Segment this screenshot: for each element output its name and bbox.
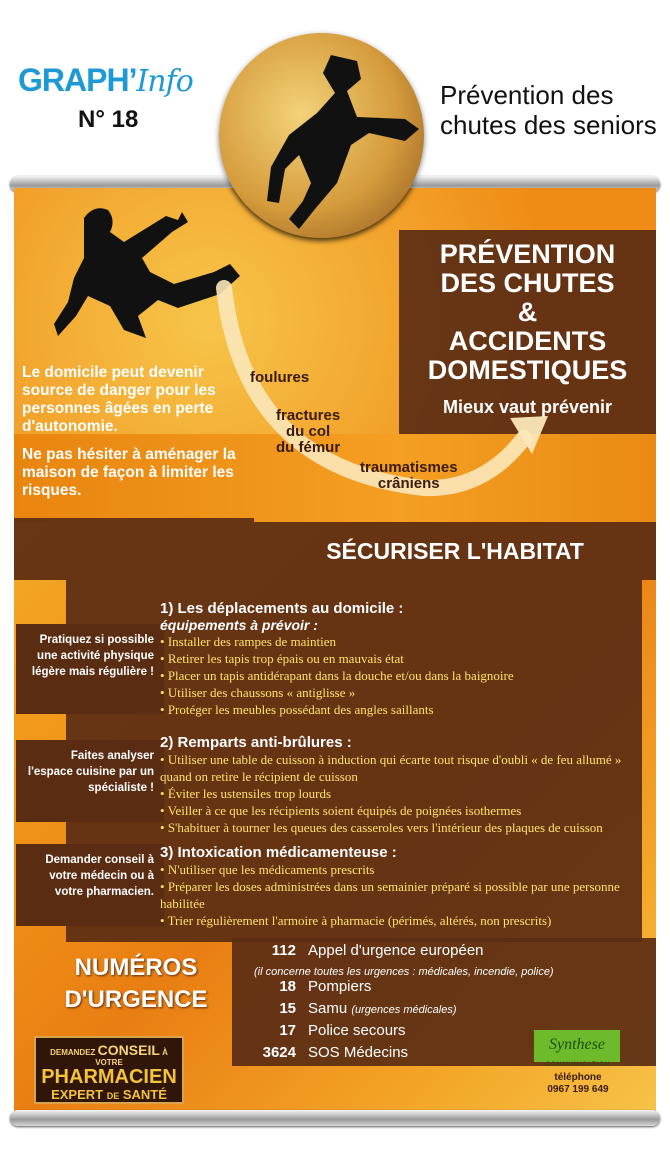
pharma-de: DE: [106, 1091, 120, 1101]
list-item: • Placer un tapis antidérapant dans la douche et/ou dans la baignoire: [160, 667, 650, 684]
intro-paragraph-2: Ne pas hésiter à aménager la maison de façon à limiter les risques.: [22, 446, 236, 499]
issue-number: N° 18: [78, 106, 139, 133]
synthese-logo: [534, 1030, 620, 1062]
section-1-title: 1) Les déplacements au domicile :: [160, 600, 404, 617]
emergency-row-15: [242, 1000, 457, 1017]
emergency-row-18: [242, 978, 371, 995]
emergency-label: Pompiers: [308, 978, 372, 995]
pharma-demandez: DEMANDEZ: [50, 1048, 96, 1057]
label-fractures-1: fractures: [276, 407, 341, 424]
pharma-expert: EXPERT: [51, 1087, 104, 1102]
title-line-2: DES CHUTES: [440, 268, 615, 298]
intro-paragraph-1: Le domicile peut devenir source de danger pour les personnes âgées en perte d'autonomie.: [22, 364, 216, 435]
list-item: • Trier régulièrement l'armoire à pharmacie (périmés, altérés, non prescrits): [160, 912, 640, 929]
pharma-a-votre: À VOTRE: [95, 1048, 168, 1067]
list-item: • S'habituer à tourner les queues des casseroles vers l'intérieur des plaques de cuisson: [160, 819, 640, 836]
phone-block: [534, 1072, 622, 1096]
pharma-line-2: PHARMACIEN: [41, 1066, 177, 1088]
tip-doctor: Demander conseil à votre médecin ou à votre pharmacien.: [16, 844, 164, 926]
emergency-label: Police secours: [308, 1022, 406, 1039]
title-line-4: ACCIDENTS: [448, 326, 607, 356]
emergency-label: Samu: [308, 1000, 348, 1017]
emergency-row-112: [242, 942, 484, 959]
label-trauma-2: crâniens: [377, 475, 440, 492]
emergency-row-17: [242, 1022, 406, 1039]
title-subtitle: Mieux vaut prévenir: [442, 397, 613, 417]
emergency-label: Appel d'urgence européen: [308, 942, 484, 959]
section-2: [160, 734, 640, 836]
label-fractures-2: du col: [286, 423, 331, 440]
section-1-subtitle: équipements à prévoir :: [160, 617, 318, 633]
pharmacien-badge: [34, 1036, 184, 1104]
section-3-title: 3) Intoxication médicamenteuse :: [160, 844, 397, 861]
topic-title: Prévention des chutes des seniors: [440, 80, 657, 140]
emergency-label: SOS Médecins: [308, 1044, 409, 1061]
list-item: • Retirer les tapis trop épais ou en mauvais état: [160, 650, 650, 667]
list-item: • Veiller à ce que les récipients soient équipés de poignées isothermes: [160, 802, 640, 819]
pharma-conseil: CONSEIL: [97, 1042, 160, 1058]
emergency-number: 15: [279, 1000, 296, 1017]
list-item: • Éviter les ustensiles trop lourds: [160, 785, 640, 802]
list-item: • Utiliser des chaussons « antiglisse »: [160, 684, 650, 701]
emergency-note: (il concerne toutes les urgences : médicales, incendie, police): [254, 966, 554, 978]
pharma-sante: SANTÉ: [122, 1087, 167, 1102]
emergency-number: 112: [271, 942, 296, 959]
tip-physical-activity: Pratiquez si possible une activité physique légère mais régulière !: [16, 624, 164, 714]
emergency-number: 17: [279, 1022, 296, 1039]
emergency-title: [36, 952, 236, 1016]
logo-info: Info: [136, 64, 193, 99]
main-title: [399, 240, 656, 385]
emergency-row-note: [254, 962, 554, 979]
poster: [14, 188, 656, 1116]
tip-kitchen: Faites analyser l'espace cuisine par un spécialiste !: [16, 740, 164, 822]
label-traumatismes: [360, 460, 458, 492]
section-2-title: 2) Remparts anti-brûlures :: [160, 734, 352, 751]
list-item: • Protéger les meubles possédant des angles saillants: [160, 701, 650, 718]
phone-number: 0967 199 649: [547, 1084, 609, 1095]
section-3: [160, 844, 640, 929]
synthese-brand: Synthese: [549, 1036, 605, 1053]
intro-text: [14, 358, 254, 500]
list-item: • Utiliser une table de cuisson à induction qui écarte tout risque d'oubli « de feu allumé » quand on retire le récipient de cuisson: [160, 751, 640, 785]
list-item: • Préparer les doses administrées dans un semainier préparé si possible par une personne habilitée: [160, 878, 640, 912]
circle-photo: [219, 33, 424, 238]
title-line-3: &: [517, 297, 538, 327]
label-fractures: [276, 408, 340, 456]
secure-habitat-heading: SÉCURISER L'HABITAT: [254, 522, 656, 580]
pharma-line-1: [36, 1042, 182, 1067]
list-item: • Installer des rampes de maintien: [160, 633, 650, 650]
left-dark-square: [14, 518, 254, 580]
pharma-line-3: [36, 1087, 182, 1102]
synthese-sub: COMMUNICATION: [545, 1062, 611, 1068]
list-item: • N'utiliser que les médicaments prescrits: [160, 861, 640, 878]
phone-label: téléphone: [554, 1072, 602, 1083]
emergency-title-1: NUMÉROS: [74, 954, 198, 981]
emergency-number: 3624: [262, 1044, 296, 1061]
logo-apostrophe: ’: [128, 62, 137, 98]
main-title-block: [399, 230, 656, 436]
label-trauma-1: traumatismes: [360, 459, 458, 476]
label-foulures: foulures: [250, 369, 310, 386]
emergency-note: (urgences médicales): [351, 1004, 457, 1016]
label-fractures-3: du fémur: [276, 439, 341, 456]
emergency-row-3624: [242, 1044, 408, 1061]
emergency-title-2: D'URGENCE: [64, 986, 208, 1013]
title-line-1: PRÉVENTION: [439, 239, 616, 269]
bottom-poster-rod: [10, 1110, 660, 1126]
title-line-5: DOMESTIQUES: [427, 355, 628, 385]
graph-info-logo: [18, 62, 193, 99]
section-1: [160, 600, 650, 718]
tumbling-person-silhouette: [219, 33, 424, 238]
logo-main: GRAPH: [18, 62, 129, 98]
emergency-number: 18: [279, 978, 296, 995]
